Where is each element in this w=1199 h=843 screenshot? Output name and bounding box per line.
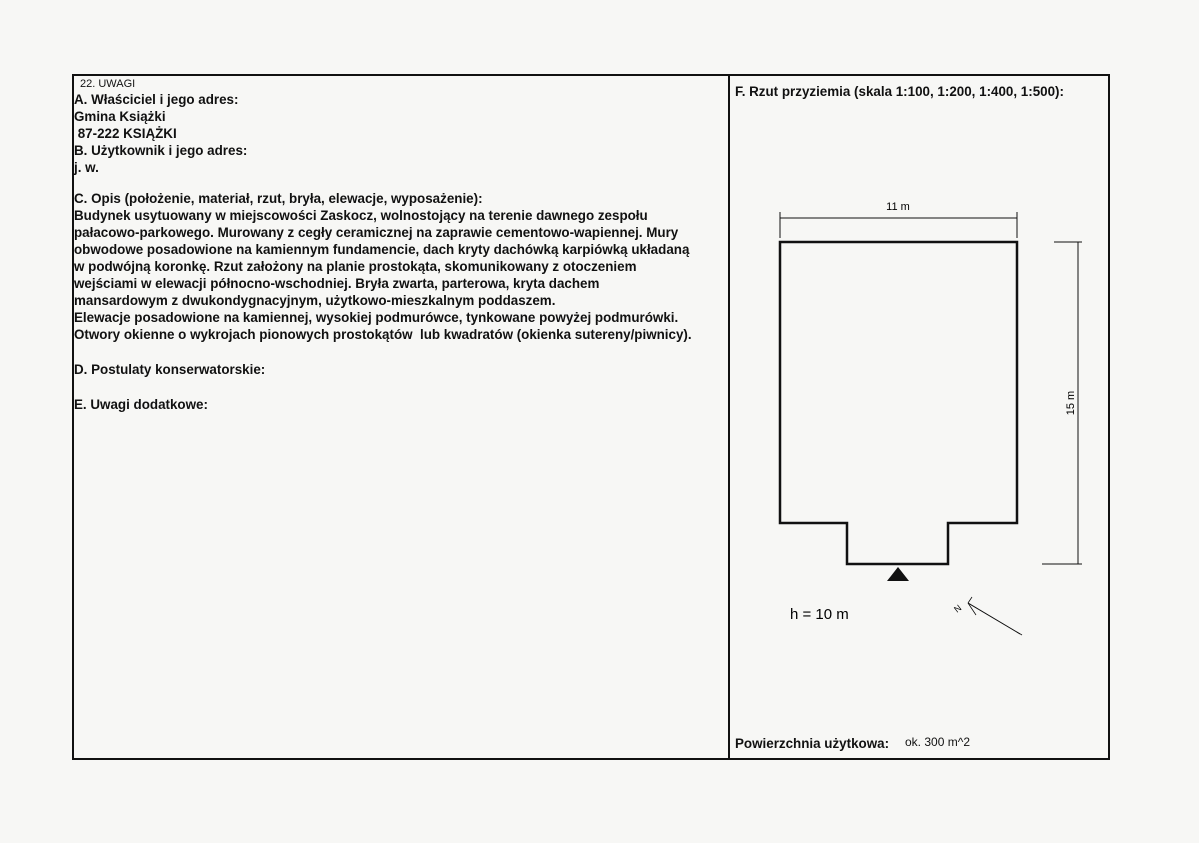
length-label: 15 m [1065, 390, 1077, 416]
remarks-heading: E. Uwagi dodatkowe: [74, 397, 208, 412]
floor-plan-drawing [730, 190, 1110, 650]
user-heading: B. Użytkownik i jego adres: [74, 143, 248, 158]
building-outline [780, 242, 1017, 564]
remarks-column [74, 78, 726, 413]
description-line: Budynek usytuowany w miejscowości Zaskocz, wolnostojący na terenie dawnego zespołu [74, 208, 648, 223]
north-arrow-icon [952, 597, 1022, 635]
owner-line: 87-222 KSIĄŻKI [74, 126, 177, 141]
description-line: wejściami w elewacji północno-wschodniej. Bryła zwarta, parterowa, kryta dachem [74, 276, 600, 291]
width-label: 11 m [886, 201, 910, 213]
owner-heading: A. Właściciel i jego adres: [74, 92, 239, 107]
description-line: mansardowym z dwukondygnacyjnym, użytkowo-mieszkalnym poddaszem. [74, 293, 556, 308]
section-number: 22. UWAGI [80, 78, 136, 90]
entrance-triangle-icon [887, 567, 909, 581]
north-label: N [952, 602, 964, 615]
user-value: j. w. [74, 160, 99, 175]
usable-area-label: Powierzchnia użytkowa: [735, 736, 890, 751]
height-label: h = 10 m [790, 606, 849, 623]
description-line: Otwory okienne o wykrojach pionowych prostokątów lub kwadratów (okienka sutereny/piwnicy). [74, 327, 692, 342]
description-line: Elewacje posadowione na kamiennej, wysokiej podmurówce, tynkowane powyżej podmurówki. [74, 310, 679, 325]
description-line: w podwójną koronkę. Rzut założony na planie prostokąta, skomunikowany z otoczeniem [74, 259, 637, 274]
description-line: obwodowe posadowione na kamiennym fundamencie, dach kryty dachówką karpiówką układaną [74, 242, 690, 257]
description-heading: C. Opis (położenie, materiał, rzut, bryła, elewacje, wyposażenie): [74, 191, 483, 206]
plan-heading: F. Rzut przyziemia (skala 1:100, 1:200, 1:400, 1:500): [735, 84, 1064, 99]
usable-area-value: ok. 300 m^2 [905, 735, 970, 749]
postulates-heading: D. Postulaty konserwatorskie: [74, 362, 266, 377]
description-line: pałacowo-parkowego. Murowany z cegły ceramicznej na zaprawie cementowo-wapiennej. Mury [74, 225, 679, 240]
owner-line: Gmina Książki [74, 109, 166, 124]
